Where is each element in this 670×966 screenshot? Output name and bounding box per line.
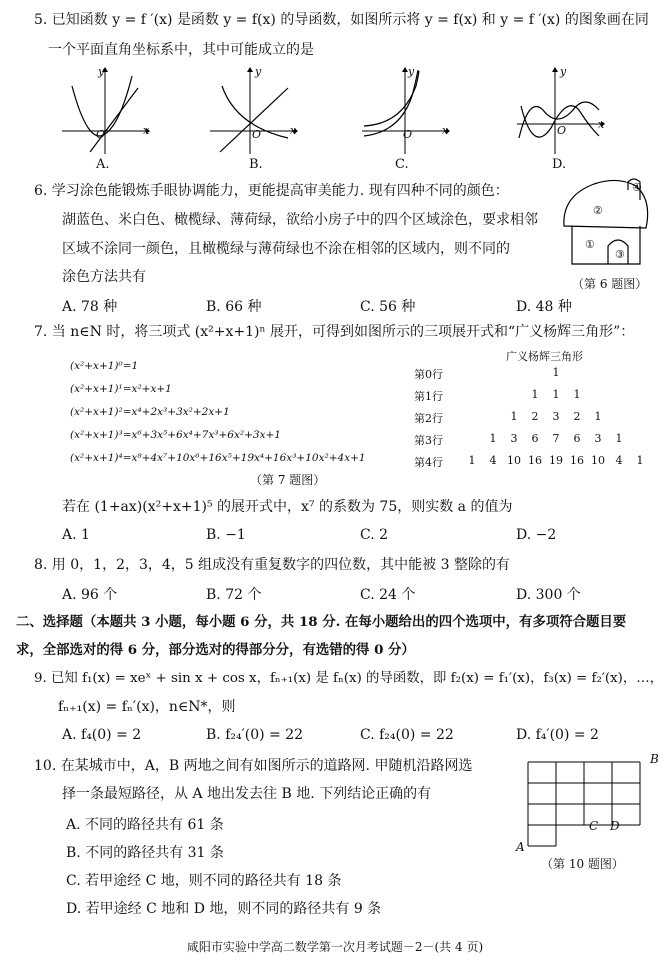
triangle-value: 10: [507, 454, 521, 467]
q6-stem-line2: 湖蓝色、米白色、橄榄绿、薄荷绿，欲给小房子中的四个区域涂色，要求相邻: [62, 212, 538, 228]
q6-stem-line1: 6. 学习涂色能锻炼手眼协调能力，更能提高审美能力. 现有四种不同的颜色：: [34, 183, 509, 199]
q7-triangle-row-label-4: 第4行: [414, 456, 443, 469]
q5-graph-b-ylabel: y: [255, 65, 262, 78]
q8-option-a: A. 96 个: [62, 587, 118, 603]
q5-graph-c-xlabel: x: [442, 124, 449, 137]
q6-caption: （第 6 题图）: [572, 277, 648, 291]
triangle-value: 4: [489, 454, 497, 467]
q5-graph-b: [208, 66, 298, 156]
q7-option-a: A. 1: [62, 527, 90, 543]
q5-graph-a-origin: O: [96, 128, 106, 141]
q9-stem-line2: fₙ₊₁(x) = fₙ′(x)，n∈N*，则: [58, 699, 236, 715]
q5-stem-line2: 一个平面直角坐标系中，其中可能成立的是: [48, 42, 314, 58]
q7-triangle-row-label-2: 第2行: [414, 412, 443, 425]
triangle-value: 19: [549, 454, 563, 467]
q8-stem: 8. 用 0，1，2，3，4，5 组成没有重复数字的四位数，其中能被 3 整除的有: [34, 557, 510, 573]
triangle-value: 2: [573, 410, 581, 423]
q5-graph-c-ylabel: y: [408, 65, 415, 78]
triangle-value: 3: [594, 432, 602, 445]
q5-graph-d-label: D.: [552, 157, 567, 172]
q5-graph-d-xlabel: x: [598, 118, 605, 131]
page-footer: 咸阳市实验中学高二数学第一次月考试题－2－(共 4 页): [186, 940, 484, 954]
triangle-value: 4: [615, 454, 623, 467]
q5-graph-a-xlabel: x: [143, 124, 150, 137]
triangle-value: 1: [552, 388, 560, 401]
q5-graph-d-origin: O: [557, 124, 567, 137]
triangle-value: 6: [531, 432, 539, 445]
section2-heading-line2: 求，全部选对的得 6 分，部分选对的得部分分，有选错的得 0 分）: [16, 642, 415, 658]
triangle-value: 1: [531, 388, 539, 401]
triangle-value: 16: [570, 454, 584, 467]
q10-label-c: C: [589, 819, 599, 833]
triangle-value: 10: [591, 454, 605, 467]
triangle-value: 3: [552, 410, 560, 423]
q10-label-a: A: [516, 840, 525, 854]
triangle-value: 6: [573, 432, 581, 445]
triangle-value: 1: [510, 410, 518, 423]
q8-option-b: B. 72 个: [206, 587, 262, 603]
q7-triangle-row-label-1: 第1行: [414, 390, 443, 403]
q10-option-d: D. 若甲途经 C 地和 D 地，则不同的路径共有 9 条: [66, 901, 382, 917]
q5-graph-a-label: A.: [96, 157, 110, 172]
q6-stem-line4: 涂色方法共有: [62, 269, 146, 285]
q7-equation-1: (x²+x+1)¹=x²+x+1: [70, 383, 172, 395]
q10-label-d: D: [610, 819, 620, 833]
triangle-value: 1: [573, 388, 581, 401]
q7-triangle-row-label-0: 第0行: [414, 368, 443, 381]
q6-region-3: ③: [615, 248, 625, 261]
q10-caption: （第 10 题图）: [541, 857, 624, 871]
q6-option-a: A. 78 种: [62, 299, 118, 315]
q7-stem-line1: 7. 当 n∈N 时，将三项式 (x²+x+1)ⁿ 展开，可得到如图所示的三项展开式和“广义杨辉三角形”：: [34, 324, 635, 340]
q5-graph-a-ylabel: y: [98, 65, 105, 78]
triangle-value: 1: [468, 454, 476, 467]
q10-label-b: B: [650, 752, 659, 766]
q9-option-a: A. f₄(0) = 2: [62, 727, 142, 743]
q10-road-grid: [528, 762, 648, 846]
q10-stem-line1: 10. 在某城市中，A，B 两地之间有如图所示的道路网. 甲随机沿路网选: [34, 758, 473, 774]
q5-graph-b-xlabel: x: [290, 124, 297, 137]
q7-triangle: [414, 366, 664, 476]
q5-graph-b-label: B.: [249, 157, 263, 172]
q6-stem-line3: 区域不涂同一颜色，且橄榄绿与薄荷绿也不涂在相邻的区域内，则不同的: [62, 241, 510, 257]
q6-option-d: D. 48 种: [516, 299, 572, 315]
q7-triangle-title: 广义杨辉三角形: [506, 350, 583, 363]
triangle-value: 1: [615, 432, 623, 445]
q7-equation-3: (x²+x+1)³=x⁶+3x⁵+6x⁴+7x³+6x²+3x+1: [70, 429, 281, 441]
q7-equation-4: (x²+x+1)⁴=x⁸+4x⁷+10x⁶+16x⁵+19x⁴+16x³+10x²+4x+1: [70, 452, 366, 464]
triangle-value: 3: [510, 432, 518, 445]
q6-option-c: C. 56 种: [360, 299, 416, 315]
q5-graph-d: [515, 66, 605, 156]
triangle-value: 7: [552, 432, 560, 445]
q9-option-c: C. f₂₄(0) = 22: [360, 727, 454, 743]
q10-option-b: B. 不同的路径共有 31 条: [66, 845, 224, 861]
q9-stem-line1: 9. 已知 f₁(x) = xeˣ + sin x + cos x，fₙ₊₁(x) 是 fₙ(x) 的导函数，即 f₂(x) = f₁′(x)，f₃(x) = f₂′(x)，…，: [34, 671, 664, 686]
q8-option-d: D. 300 个: [516, 587, 581, 603]
q6-option-b: B. 66 种: [206, 299, 262, 315]
triangle-value: 1: [552, 366, 560, 379]
q5-graph-c-origin: O: [403, 128, 413, 141]
q7-option-b: B. −1: [206, 527, 246, 543]
triangle-value: 1: [489, 432, 497, 445]
q10-option-c: C. 若甲途经 C 地，则不同的路径共有 18 条: [66, 873, 342, 889]
q10-stem-line2: 择一条最短路径，从 A 地出发去往 B 地. 下列结论正确的有: [62, 786, 432, 802]
q7-stem-line2: 若在 (1+ax)(x²+x+1)⁵ 的展开式中，x⁷ 的系数为 75，则实数 a 的值为: [62, 499, 513, 515]
q5-graph-c-label: C.: [395, 157, 409, 172]
q6-region-1: ①: [585, 238, 595, 251]
q8-option-c: C. 24 个: [360, 587, 416, 603]
q5-graph-c: [360, 66, 450, 156]
q10-option-a: A. 不同的路径共有 61 条: [66, 817, 224, 833]
q7-equation-0: (x²+x+1)⁰=1: [70, 360, 139, 372]
q6-region-2: ②: [593, 204, 603, 217]
q6-region-4: ④: [632, 181, 642, 194]
triangle-value: 1: [594, 410, 602, 423]
section2-heading-line1: 二、选择题（本题共 3 小题，每小题 6 分，共 18 分. 在每小题给出的四个选项中，有多项符合题目要: [16, 614, 627, 630]
triangle-value: 2: [531, 410, 539, 423]
q7-option-d: D. −2: [516, 527, 557, 543]
q5-graph-a: [60, 66, 150, 156]
q5-graph-d-ylabel: y: [560, 65, 567, 78]
triangle-value: 16: [528, 454, 542, 467]
q7-option-c: C. 2: [360, 527, 389, 543]
q9-option-b: B. f₂₄′(0) = 22: [206, 727, 304, 743]
q5-stem-line1: 5. 已知函数 y = f ′(x) 是函数 y = f(x) 的导函数，如图所示将 y = f(x) 和 y = f ′(x) 的图象画在同: [34, 12, 649, 28]
q9-option-d: D. f₄′(0) = 2: [516, 727, 599, 743]
triangle-value: 1: [636, 454, 644, 467]
q7-equation-2: (x²+x+1)²=x⁴+2x³+3x²+2x+1: [70, 406, 230, 418]
q5-graph-b-origin: O: [252, 128, 262, 141]
q7-caption: （第 7 题图）: [250, 473, 326, 487]
q7-triangle-row-label-3: 第3行: [414, 434, 443, 447]
